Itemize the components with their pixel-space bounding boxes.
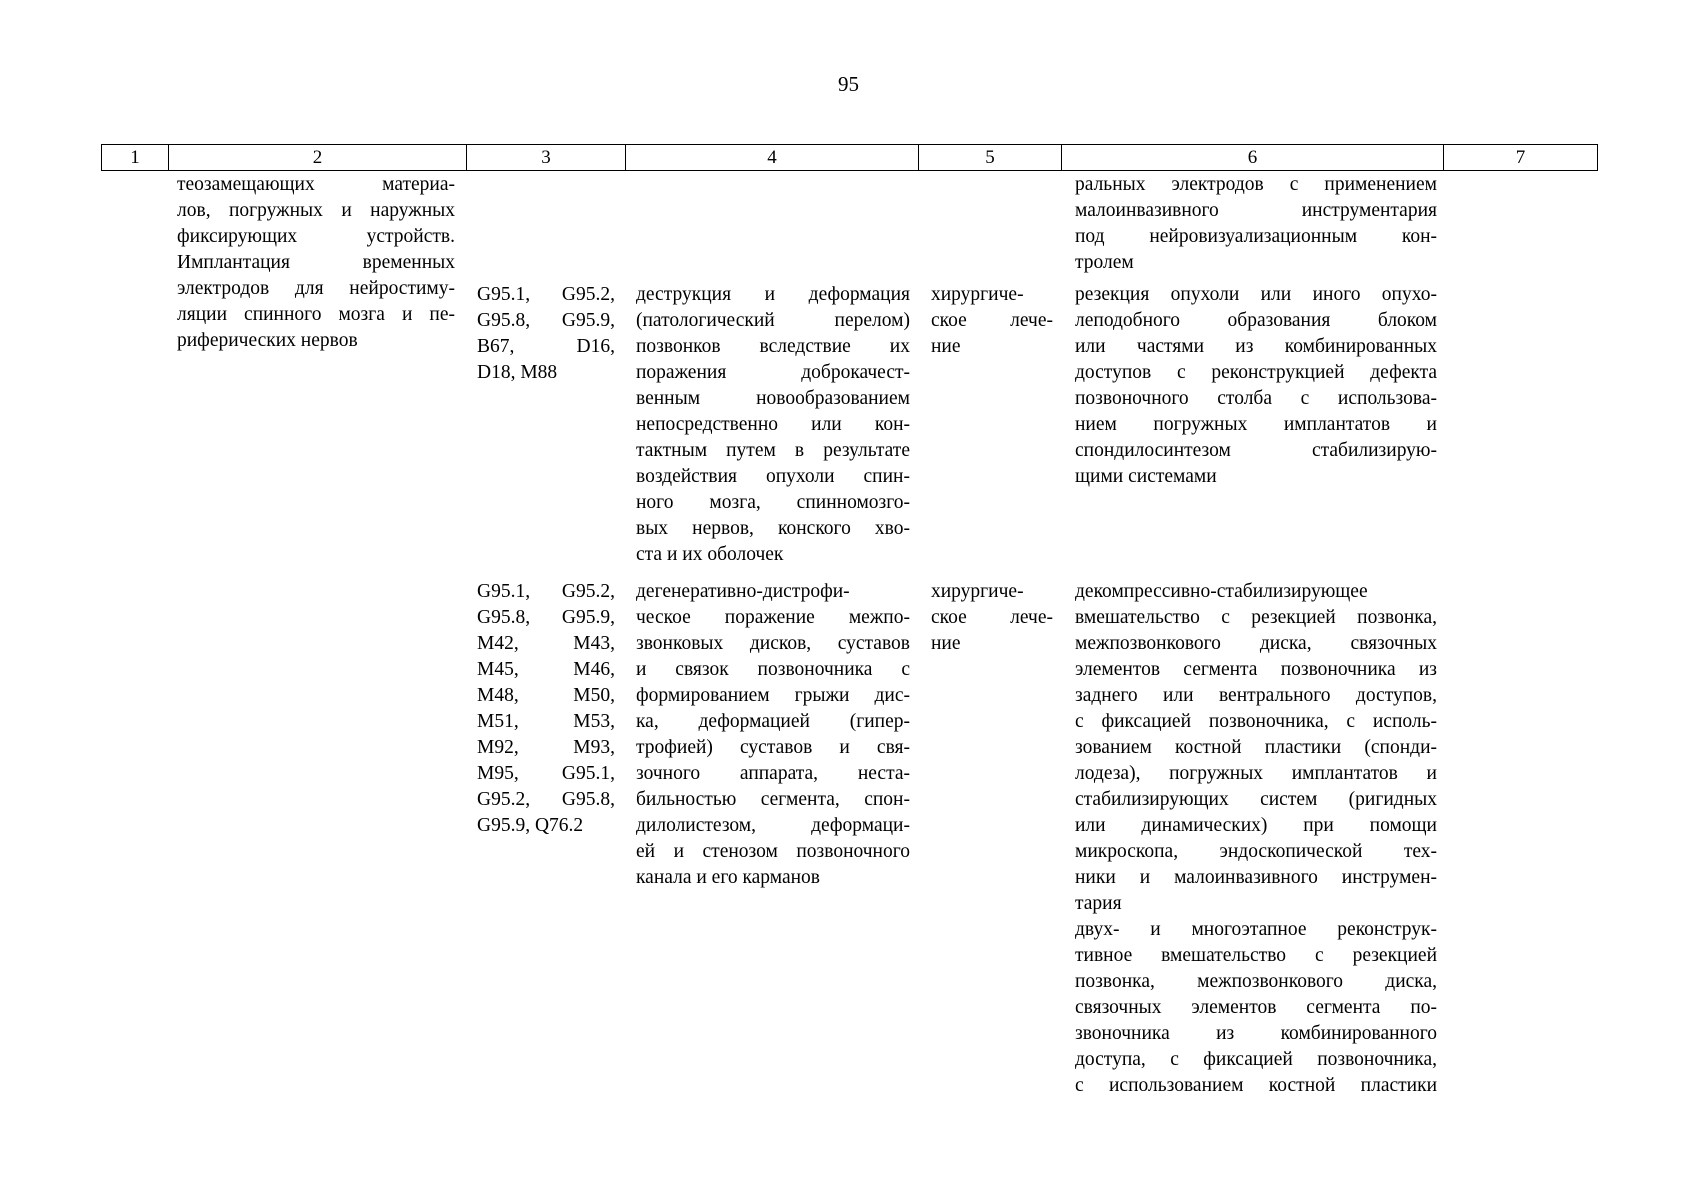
text-line: деструкция и деформация: [636, 284, 910, 305]
text-line: доступа, с фиксацией позвоночника,: [1075, 1049, 1437, 1070]
text-line: лодеза), погружных имплантатов и: [1075, 763, 1437, 784]
text-line: G95.2, G95.8,: [477, 789, 615, 810]
column-header-row: [101, 144, 1598, 171]
text-line: дегенеративно-дистрофи-: [636, 581, 850, 602]
text-line: поражения доброкачест-: [636, 362, 910, 383]
text-line: заднего или вентрального доступов,: [1075, 685, 1437, 706]
text-line: щими системами: [1075, 466, 1217, 487]
disease-description: [636, 282, 910, 568]
text-line: вых нервов, конского хво-: [636, 518, 910, 539]
text-line: ного мозга, спинномозго-: [636, 492, 910, 513]
treatment-type: [931, 579, 1053, 657]
column-number-5: 5: [919, 145, 1062, 171]
method-continuation: [1075, 172, 1437, 276]
text-line: спондилосинтезом стабилизирую-: [1075, 440, 1437, 461]
text-line: вмешательство с резекцией позвонка,: [1075, 607, 1437, 628]
text-line: тария: [1075, 893, 1122, 914]
text-line: стабилизирующих систем (ригидных: [1075, 789, 1437, 810]
text-line: ние: [931, 336, 961, 357]
text-line: ское лече-: [931, 607, 1053, 628]
column-number-2: 2: [169, 145, 467, 171]
text-line: тивное вмешательство с резекцией: [1075, 945, 1437, 966]
text-line: звонковых дисков, суставов: [636, 633, 910, 654]
text-line: M45, M46,: [477, 659, 615, 680]
text-line: дилолистезом, деформаци-: [636, 815, 910, 836]
text-line: позвонка, межпозвонкового диска,: [1075, 971, 1437, 992]
page-number: 95: [838, 72, 859, 96]
disease-description: [636, 579, 910, 891]
text-line: нием погружных имплантатов и: [1075, 414, 1437, 435]
column-number-3: 3: [467, 145, 626, 171]
text-line: зочного аппарата, неста-: [636, 763, 910, 784]
text-line: электродов для нейростиму-: [177, 278, 455, 299]
text-line: элементов сегмента позвоночника из: [1075, 659, 1437, 680]
text-line: резекция опухоли или иного опухо-: [1075, 284, 1437, 305]
treatment-method: [1075, 282, 1437, 490]
text-line: тактным путем в результате: [636, 440, 910, 461]
treatment-type: [931, 282, 1053, 360]
text-line: декомпрессивно-стабилизирующее: [1075, 581, 1368, 602]
text-line: и связок позвоночника с: [636, 659, 910, 680]
text-line: риферических нервов: [177, 330, 358, 351]
text-line: межпозвонкового диска, связочных: [1075, 633, 1437, 654]
text-line: G95.9, Q76.2: [477, 815, 584, 836]
text-line: G95.8, G95.9,: [477, 607, 615, 628]
text-line: бильностью сегмента, спон-: [636, 789, 910, 810]
text-line: B67, D16,: [477, 336, 615, 357]
text-line: непосредственно или кон-: [636, 414, 910, 435]
text-line: ей и стенозом позвоночного: [636, 841, 910, 862]
text-line: G95.1, G95.2,: [477, 284, 615, 305]
text-line: хирургиче-: [931, 284, 1024, 305]
text-line: с фиксацией позвоночника, с исполь-: [1075, 711, 1437, 732]
text-line: D18, M88: [477, 362, 558, 383]
intervention-description: [177, 172, 455, 354]
text-line: фиксирующих устройств.: [177, 226, 455, 247]
text-line: под нейровизуализационным кон-: [1075, 226, 1437, 247]
text-line: ники и малоинвазивного инструмен-: [1075, 867, 1437, 888]
text-line: микроскопа, эндоскопической тех-: [1075, 841, 1437, 862]
diagnosis-codes: [477, 579, 615, 839]
treatment-method: [1075, 579, 1437, 1099]
text-line: звоночника из комбинированного: [1075, 1023, 1437, 1044]
text-line: трофией) суставов и свя-: [636, 737, 910, 758]
text-line: ка, деформацией (гипер-: [636, 711, 910, 732]
text-line: тролем: [1075, 252, 1134, 273]
column-number-1: 1: [102, 145, 169, 171]
column-number-6: 6: [1062, 145, 1444, 171]
text-line: связочных элементов сегмента по-: [1075, 997, 1437, 1018]
text-line: Имплантация временных: [177, 252, 455, 273]
text-line: позвоночного столба с использова-: [1075, 388, 1437, 409]
text-line: зованием костной пластики (спонди-: [1075, 737, 1437, 758]
text-line: лов, погружных и наружных: [177, 200, 455, 221]
text-line: или частями из комбинированных: [1075, 336, 1437, 357]
diagnosis-codes: [477, 282, 615, 386]
text-line: (патологический перелом): [636, 310, 910, 331]
column-number-4: 4: [626, 145, 919, 171]
text-line: венным новообразованием: [636, 388, 910, 409]
text-line: воздействия опухоли спин-: [636, 466, 910, 487]
text-line: позвонков вследствие их: [636, 336, 910, 357]
text-line: ста и их оболочек: [636, 544, 784, 565]
text-line: с использованием костной пластики: [1075, 1075, 1437, 1096]
text-line: хирургиче-: [931, 581, 1024, 602]
text-line: двух- и многоэтапное реконструк-: [1075, 919, 1437, 940]
text-line: G95.8, G95.9,: [477, 310, 615, 331]
text-line: канала и его карманов: [636, 867, 821, 888]
column-number-7: 7: [1444, 145, 1598, 171]
text-line: ляции спинного мозга и пе-: [177, 304, 455, 325]
text-line: ческое поражение межпо-: [636, 607, 910, 628]
text-line: формированием грыжи дис-: [636, 685, 910, 706]
text-line: M92, M93,: [477, 737, 615, 758]
text-line: M42, M43,: [477, 633, 615, 654]
text-line: ральных электродов с применением: [1075, 174, 1437, 195]
text-line: или динамических) при помощи: [1075, 815, 1437, 836]
text-line: ское лече-: [931, 310, 1053, 331]
text-line: малоинвазивного инструментария: [1075, 200, 1437, 221]
text-line: доступов с реконструкцией дефекта: [1075, 362, 1437, 383]
text-line: G95.1, G95.2,: [477, 581, 615, 602]
text-line: M51, M53,: [477, 711, 615, 732]
text-line: M95, G95.1,: [477, 763, 615, 784]
text-line: M48, M50,: [477, 685, 615, 706]
text-line: леподобного образования блоком: [1075, 310, 1437, 331]
text-line: ние: [931, 633, 961, 654]
text-line: теозамещающих материа-: [177, 174, 455, 195]
